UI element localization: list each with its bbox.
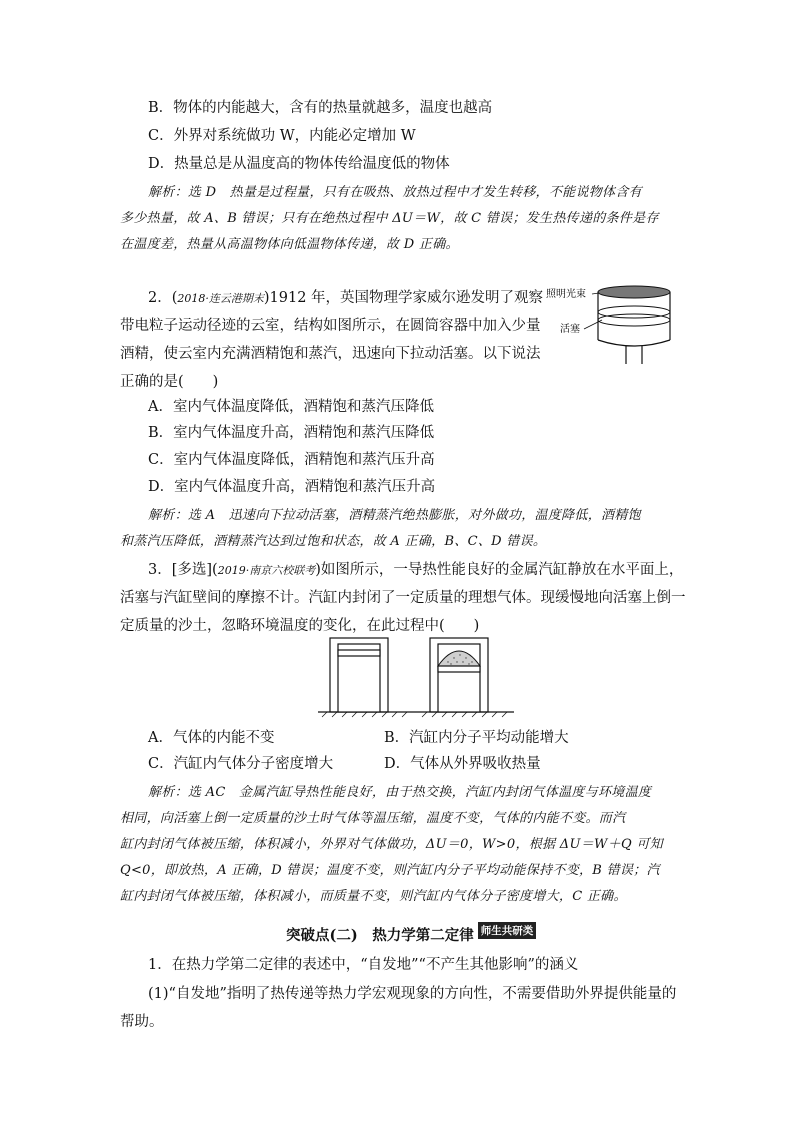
fig-label-light: 照明光束 xyxy=(546,289,586,300)
section-paragraph-3: 帮助。 xyxy=(120,1014,164,1030)
cylinder-figure xyxy=(316,636,516,718)
q2-stem-line-2: 带电粒子运动径迹的云室，结构如图所示，在圆筒容器中加入少量 xyxy=(120,318,541,334)
section-badge: 师生共研类 xyxy=(478,922,537,939)
q3-analysis-line-3: 缸内封闭气体被压缩，体积减小，外界对气体做功，ΔU＝0，W>0，根据 ΔU＝W＋Q 可知 xyxy=(120,837,663,852)
q1-analysis-line-1: 解析：选 D 热量是过程量，只有在吸热、放热过程中才发生转移，不能说物体含有 xyxy=(148,185,642,200)
q1-option-c: C．外界对系统做功 W，内能必定增加 W xyxy=(148,128,416,144)
section-title-text: 突破点(二) 热力学第二定律 xyxy=(286,927,474,944)
q3-analysis-line-5: 缸内封闭气体被压缩，体积减小，而质量不变，则汽缸内气体分子密度增大，C 正确。 xyxy=(120,889,627,904)
q2-analysis-line-2: 和蒸汽压降低，酒精蒸汽达到过饱和状态，故 A 正确，B、C、D 错误。 xyxy=(120,534,547,549)
q1-analysis-line-2: 多少热量，故 A、B 错误；只有在绝热过程中 ΔU＝W，故 C 错误；发生热传递的条件是存 xyxy=(120,211,659,226)
q3-option-d: D．气体从外界吸收热量 xyxy=(384,756,541,772)
q3-number: 3．[多选]( xyxy=(148,562,218,578)
section-paragraph-1: 1．在热力学第二定律的表述中，“自发地”“不产生其他影响”的涵义 xyxy=(148,957,579,973)
q3-option-b: B．汽缸内分子平均动能增大 xyxy=(384,730,569,746)
q2-option-b: B．室内气体温度升高，酒精饱和蒸汽压降低 xyxy=(148,425,435,441)
q3-stem-line-3: 定质量的沙土，忽略环境温度的变化，在此过程中( ) xyxy=(120,618,480,634)
q2-analysis-line-1: 解析：选 A 迅速向下拉动活塞，酒精蒸汽绝热膨胀，对外做功，温度降低，酒精饱 xyxy=(148,508,641,523)
section-paragraph-2: (1)“自发地”指明了热传递等热力学宏观现象的方向性，不需要借助外界提供能量的 xyxy=(148,986,677,1002)
q3-stem-line-1 xyxy=(148,558,683,579)
q1-option-b: B．物体的内能越大，含有的热量就越多，温度也越高 xyxy=(148,100,493,116)
q1-option-d: D．热量总是从温度高的物体传给温度低的物体 xyxy=(148,156,450,172)
q2-stem-line-1 xyxy=(148,286,543,307)
q3-analysis-line-1: 解析：选 AC 金属汽缸导热性能良好，由于热交换，汽缸内封闭气体温度与环境温度 xyxy=(148,785,652,800)
q2-option-d: D．室内气体温度升高，酒精饱和蒸汽压升高 xyxy=(148,479,436,495)
q3-option-c: C．汽缸内气体分子密度增大 xyxy=(148,756,334,772)
q3-stem-line-2: 活塞与汽缸壁间的摩擦不计。汽缸内封闭了一定质量的理想气体。现缓慢地向活塞上倒一 xyxy=(120,590,686,606)
q2-option-a: A．室内气体温度降低，酒精饱和蒸汽压降低 xyxy=(148,399,434,415)
q2-option-c: C．室内气体温度降低，酒精饱和蒸汽压升高 xyxy=(148,452,435,468)
q2-number: 2．( xyxy=(148,290,178,306)
q3-stem-text: )如图所示，一导热性能良好的金属汽缸静放在水平面上， xyxy=(315,562,684,578)
q2-stem-text: )1912 年，英国物理学家威尔逊发明了观察 xyxy=(263,290,544,306)
fig-label-piston: 活塞 xyxy=(560,324,580,335)
q3-option-a: A．气体的内能不变 xyxy=(148,730,275,746)
cloud-chamber-figure xyxy=(544,282,680,366)
q2-stem-line-3: 酒精，使云室内充满酒精饱和蒸汽，迅速向下拉动活塞。以下说法 xyxy=(120,346,541,362)
q2-source: 2018·连云港期末 xyxy=(177,292,264,305)
q3-analysis-line-4: Q<0，即放热，A 正确，D 错误；温度不变，则汽缸内分子平均动能保持不变，B 错误；汽 xyxy=(120,863,660,878)
q1-analysis-line-3: 在温度差，热量从高温物体向低温物体传递，故 D 正确。 xyxy=(120,237,459,252)
q2-stem-line-4: 正确的是( ) xyxy=(120,374,219,390)
q3-source: 2019·南京六校联考 xyxy=(217,564,316,577)
q3-analysis-line-2: 相同，向活塞上倒一定质量的沙土时气体等温压缩，温度不变，气体的内能不变。而汽 xyxy=(120,811,626,826)
section-title xyxy=(286,922,536,945)
